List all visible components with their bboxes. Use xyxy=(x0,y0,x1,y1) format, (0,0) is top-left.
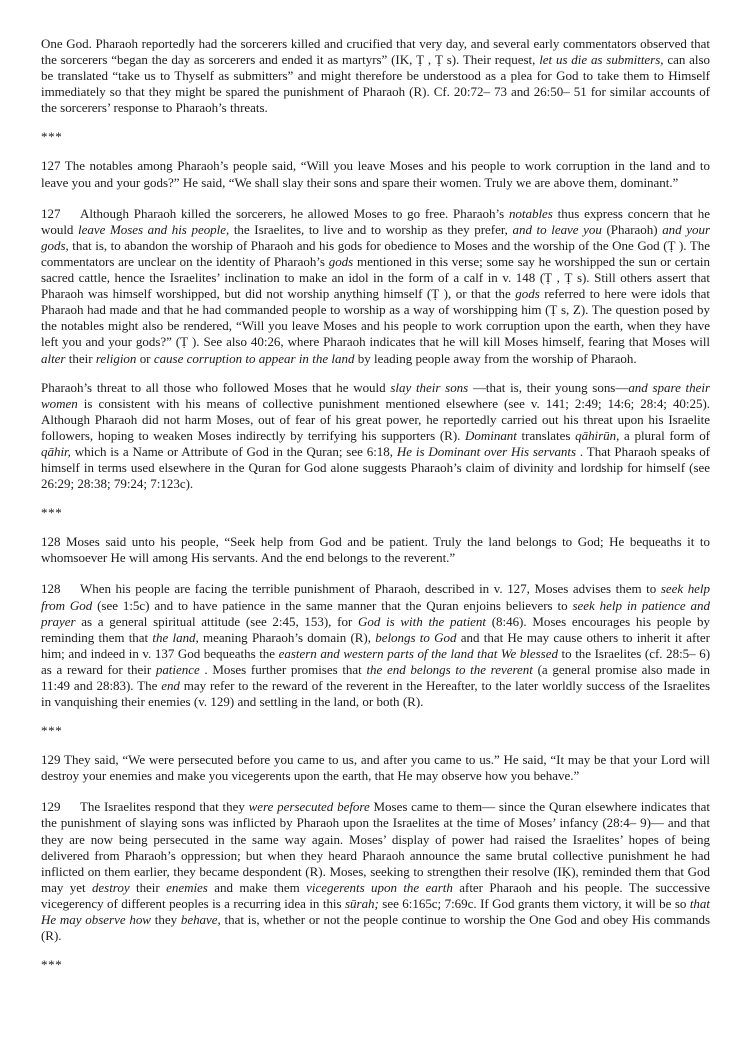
commentary-128: 128 When his people are facing the terrible punishment of Pharaoh, described in v. 127, Moses advises them to seek help from God (see 1:5c) and to have patience in the same manner that the Quran enjoins believers to seek help in patience and prayer as a general spiritual attitude (see 2:45, 153), for God is with the patient (8:46). Moses encourages his people by reminding them that the land, meaning Pharaoh’s domain (R), belongs to God and that He may cause others to inherit it after him; and indeed in v. 137 God bequeaths the eastern and western parts of the land that We blessed to the Israelites (cf. 28:5– 6) as a reward for their patience . Moses further promises that the end belongs to the reverent (a general promise also made in 11:49 and 28:83). The end may refer to the reward of the reverent in the Hereafter, to the later worldly success of the Israelites in vanquishing their enemies (v. 129) and settling in the land, or both (R). xyxy=(41,581,711,710)
page-content xyxy=(41,36,710,986)
section-separator-3: *** xyxy=(41,723,63,739)
verse-translation-129: 129 They said, “We were persecuted before you came to us, and after you came to us.” He said, “It may be that your Lord will destroy your enemies and make you vicegerents upon the earth, that He may observe how you behave.” xyxy=(41,752,710,784)
section-separator-4: *** xyxy=(41,957,63,973)
section-separator-2: *** xyxy=(41,505,63,521)
commentary-127: 127 Although Pharaoh killed the sorcerers, he allowed Moses to go free. Pharaoh’s notables thus express concern that he would leave Moses and his people, the Israelites, to live and to worship as they prefer, and to leave you (Pharaoh) and your gods, that is, to abandon the worship of Pharaoh and his gods for obedience to Moses and the worship of the One God (Ṭ ). The commentators are unclear on the identity of Pharaoh’s gods mentioned in this verse; some say he worshipped the sun or certain sacred cattle, hence the Israelites’ inclination to make an idol in the form of a calf in v. 148 (Ṭ , Ṭ s). Still others assert that Pharaoh was himself worshipped, but did not worship anything himself (Ṭ ), or that the gods referred to here were idols that Pharaoh had made and that he had commanded people to worship as a way of worshipping him (Ṭ s, Z). The question posed by the notables might also be rendered, “Will you leave Moses and his people to work corruption upon the earth, when they have left you and your gods?” (Ṭ ). See also 40:26, where Pharaoh indicates that he will kill Moses himself, fearing that Moses will alter their religion or cause corruption to appear in the land by leading people away from the worship of Pharaoh. xyxy=(41,205,710,366)
commentary-129: 129 The Israelites respond that they were persecuted before Moses came to them— since the Quran elsewhere indicates that the punishment of slaying sons was inflicted by Pharaoh upon the Israelites at the time of Moses’ infancy (28:4– 9)— and that they are now being persecuted in the same way again. Moses’ display of power had raised the Israelites’ hopes of being delivered from Pharaoh’s oppression; but when they heard Pharaoh announce the same brutal collective punishment he had inflicted on them earlier, they became despondent (R). Moses, seeking to strengthen their resolve (IḲ), reminded them that God may yet destroy their enemies and make them vicegerents upon the earth after Pharaoh and his people. The successive vicegerency of different peoples is a recurring idea in this sūrah; see 6:165c; 7:69c. If God grants them victory, it will be so that He may observe how they behave, that is, whether or not the people continue to worship the One God and obey His commands (R). xyxy=(41,799,710,944)
section-separator-1: *** xyxy=(41,129,63,145)
verse-translation-127: 127 The notables among Pharaoh’s people said, “Will you leave Moses and his people to work corruption in the land and to leave you and your gods?” He said, “We shall slay their sons and spare their women. Truly we are above them, dominant.” xyxy=(41,158,710,190)
paragraph-continuation-intro: One God. Pharaoh reportedly had the sorcerers killed and crucified that very day, and several early commentators observed that the sorcerers “began the day as sorcerers and ended it as martyrs” (IK, Ṭ , Ṭ s). Their request, let us die as submitters, can also be translated “take us to Thyself as submitters” and might therefore be understood as a plea for God to take them to Himself immediately so that they might be spared the punishment of Pharaoh (R). Cf. 20:72– 73 and 26:50– 51 for similar accounts of the sorcerers’ response to Pharaoh’s threats. xyxy=(41,36,710,116)
commentary-127-continued: Pharaoh’s threat to all those who followed Moses that he would slay their sons —that is, their young sons—and spare their women is consistent with his means of collective punishment mentioned elsewhere (see v. 141; 2:49; 14:6; 28:4; 40:25). Although Pharaoh did not harm Moses, out of fear of his great power, he reportedly carried out his threat upon his Israelite followers, hoping to weaken Moses indirectly by terrifying his supporters (R). Dominant translates qāhirūn, a plural form of qāhir, which is a Name or Attribute of God in the Quran; see 6:18, He is Dominant over His servants . That Pharaoh speaks of himself in terms used elsewhere in the Quran for God alone suggests Pharaoh’s claim of divinity and lordship for himself (see 26:29; 28:38; 79:24; 7:123c). xyxy=(41,379,711,492)
verse-translation-128: 128 Moses said unto his people, “Seek help from God and be patient. Truly the land belongs to God; He bequeaths it to whomsoever He will among His servants. And the end belongs to the reverent.” xyxy=(41,534,710,566)
